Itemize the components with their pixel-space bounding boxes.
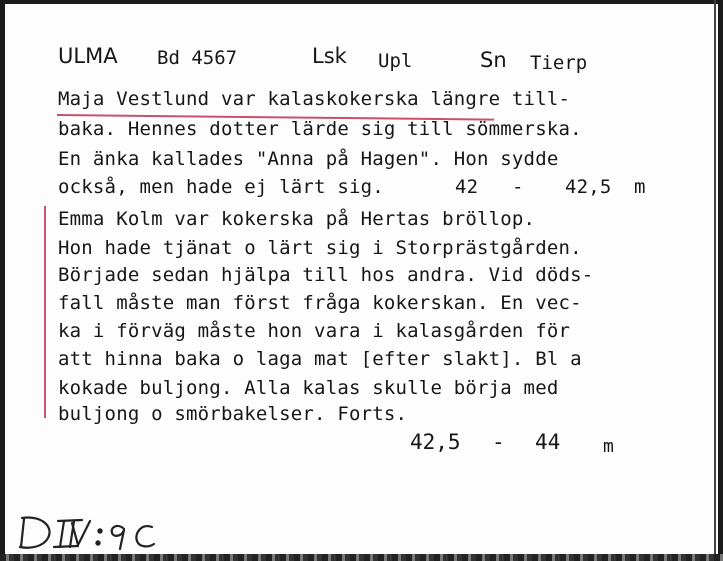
text-line: kokade buljong. Alla kalas skulle börja med [58,377,559,399]
ref1-end: 42,5 [565,176,612,198]
ref2-unit: m [603,436,614,457]
volume-number: Bd 4567 [157,47,238,69]
ref1-start: 42 [455,176,479,198]
text-line: fall måste man först fråga kokerskan. En vec- [58,292,582,314]
ref1-dash: - [512,176,524,198]
parish-label: Sn [480,48,507,72]
county-label: Lsk [312,44,347,68]
card-edge-left [0,0,5,561]
text-line: Maja Vestlund var kalaskokerska längre till- [58,88,571,110]
ref2-start: 42,5 [410,430,461,454]
text-line: Började sedan hjälpa till hos andra. Vid döds- [58,264,594,286]
county-value: Upl [378,50,413,72]
ref2-end: 44 [535,430,561,454]
text-line: Emma Kolm var kokerska på Hertas bröllop. [58,208,536,230]
text-line: Hon hade tjänat o lärt sig i Storprästgården. [58,237,582,259]
text-line: baka. Hennes dotter lärde sig till sömmerska. [58,118,582,140]
card-edge-right-inner [714,0,716,561]
text-line: också, men hade ej lärt sig. [58,176,384,198]
ref2-dash: - [492,430,505,454]
text-line: ka i förväg måste hon vara i kalasgården för [58,320,571,342]
card-edge-bottom [0,554,723,561]
pink-margin-mark [44,206,46,418]
ref1-unit: m [634,176,646,198]
handwritten-signature [18,505,168,555]
text-line: buljong o smörbakelser. Forts. [58,403,408,425]
card-edge-right [718,0,723,561]
card-edge-top [0,0,723,4]
text-line: En änka kallades "Anna på Hagen". Hon sydde [58,148,559,170]
archive-name: ULMA [58,44,118,68]
text-line: att hinna baka o laga mat [efter slakt]. Bl a [58,348,582,370]
parish-value: Tierp [530,52,588,74]
